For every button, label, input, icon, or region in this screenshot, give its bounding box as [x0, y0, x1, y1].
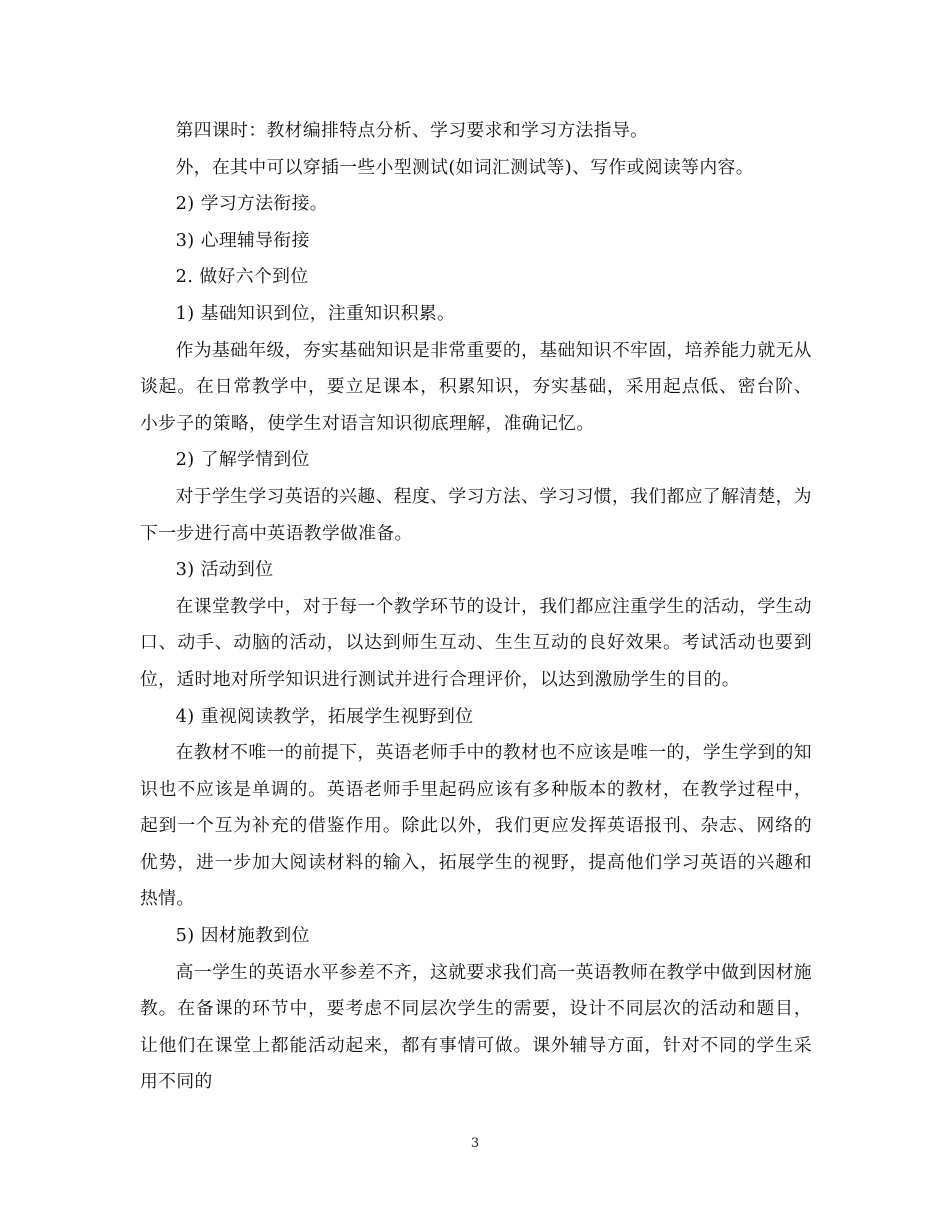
paragraph: 外，在其中可以穿插一些小型测试(如词汇测试等)、写作或阅读等内容。: [175, 156, 754, 178]
subsection-heading: 4) 重视阅读教学，拓展学生视野到位: [175, 705, 474, 727]
section-heading: 2. 做好六个到位: [175, 266, 309, 288]
paragraph: 在课堂教学中，对于每一个教学环节的设计，我们都应注重学生的活动，学生动口、动手、动脑的活动，以达到师生互动、生生互动的良好效果。考试活动也要到位，适时地对所学知识进行测试并进行合理评价，以达到激励学生的目的。: [140, 595, 812, 690]
paragraph: 3) 心理辅导衔接: [175, 229, 310, 251]
page-number: 3: [470, 1136, 480, 1151]
paragraph: 在教材不唯一的前提下，英语老师手中的教材也不应该是唯一的，学生学到的知识也不应该是单调的。英语老师手里起码应该有多种版本的教材，在教学过程中，起到一个互为补充的借鉴作用。除此以外，我们更应发挥英语报刊、杂志、网络的优势，进一步加大阅读材料的输入，拓展学生的视野，提高他们学习英语的兴趣和热情。: [140, 742, 812, 910]
paragraph: 2) 学习方法衔接。: [175, 193, 328, 215]
subsection-heading: 1) 基础知识到位，注重知识积累。: [175, 302, 456, 324]
paragraph: 作为基础年级，夯实基础知识是非常重要的，基础知识不牢固，培养能力就无从谈起。在日常教学中，要立足课本，积累知识，夯实基础，采用起点低、密台阶、小步子的策略，使学生对语言知识彻底理解，准确记忆。: [140, 339, 812, 434]
subsection-heading: 5) 因材施教到位: [175, 925, 310, 947]
document-body: [140, 113, 812, 1101]
paragraph: 第四课时：教材编排特点分析、学习要求和学习方法指导。: [175, 120, 649, 141]
paragraph: 对于学生学习英语的兴趣、程度、学习方法、学习习惯，我们都应了解清楚，为下一步进行高中英语教学做准备。: [140, 485, 812, 544]
paragraph: 高一学生的英语水平参差不齐，这就要求我们高一英语教师在教学中做到因材施教。在备课的环节中，要考虑不同层次学生的需要，设计不同层次的活动和题目，让他们在课堂上都能活动起来，都有事情可做。课外辅导方面，针对不同的学生采用不同的: [140, 961, 812, 1093]
subsection-heading: 3) 活动到位: [175, 559, 274, 581]
subsection-heading: 2) 了解学情到位: [175, 449, 310, 471]
